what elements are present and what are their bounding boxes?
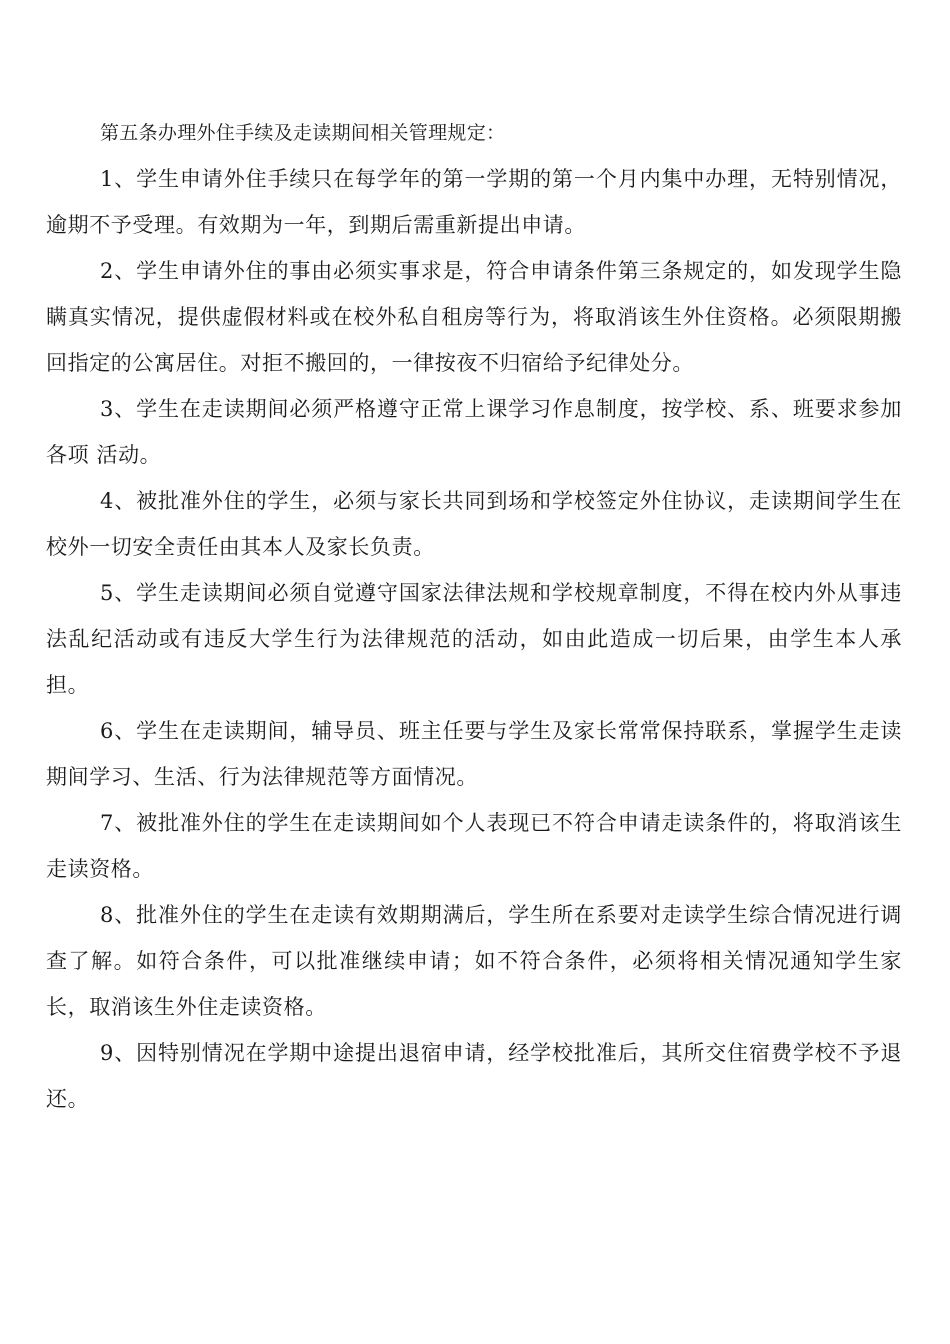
rule-item-6: 6、学生在走读期间，辅导员、班主任要与学生及家长常常保持联系，掌握学生走读期间学习、生活、行为法律规范等方面情况。 — [46, 719, 902, 789]
rule-item-1: 1、学生申请外住手续只在每学年的第一学期的第一个月内集中办理，无特别情况，逾期不予受理。有效期为一年，到期后需重新提出申请。 — [46, 167, 902, 237]
rule-item-5: 5、学生走读期间必须自觉遵守国家法律法规和学校规章制度，不得在校内外从事违法乱纪活动或有违反大学生行为法律规范的活动，如由此造成一切后果，由学生本人承担。 — [46, 581, 902, 697]
rule-item-7: 7、被批准外住的学生在走读期间如个人表现已不符合申请走读条件的，将取消该生走读资格。 — [46, 811, 902, 881]
rule-item-3: 3、学生在走读期间必须严格遵守正常上课学习作息制度，按学校、系、班要求参加各项 活动。 — [46, 397, 902, 467]
rule-item-8: 8、批准外住的学生在走读有效期期满后，学生所在系要对走读学生综合情况进行调查了解。如符合条件，可以批准继续申请；如不符合条件，必须将相关情况通知学生家长，取消该生外住走读资格。 — [46, 903, 902, 1019]
rule-item-9: 9、因特别情况在学期中途提出退宿申请，经学校批准后，其所交住宿费学校不予退还。 — [46, 1041, 902, 1111]
document-page — [46, 110, 902, 1122]
rule-item-2: 2、学生申请外住的事由必须实事求是，符合申请条件第三条规定的，如发现学生隐瞒真实情况，提供虚假材料或在校外私自租房等行为，将取消该生外住资格。必须限期搬回指定的公寓居住。对拒不搬回的，一律按夜不归宿给予纪律处分。 — [46, 259, 902, 375]
rule-item-4: 4、被批准外住的学生，必须与家长共同到场和学校签定外住协议，走读期间学生在校外一切安全责任由其本人及家长负责。 — [46, 489, 902, 559]
article-heading: 第五条办理外住手续及走读期间相关管理规定： — [100, 122, 506, 144]
